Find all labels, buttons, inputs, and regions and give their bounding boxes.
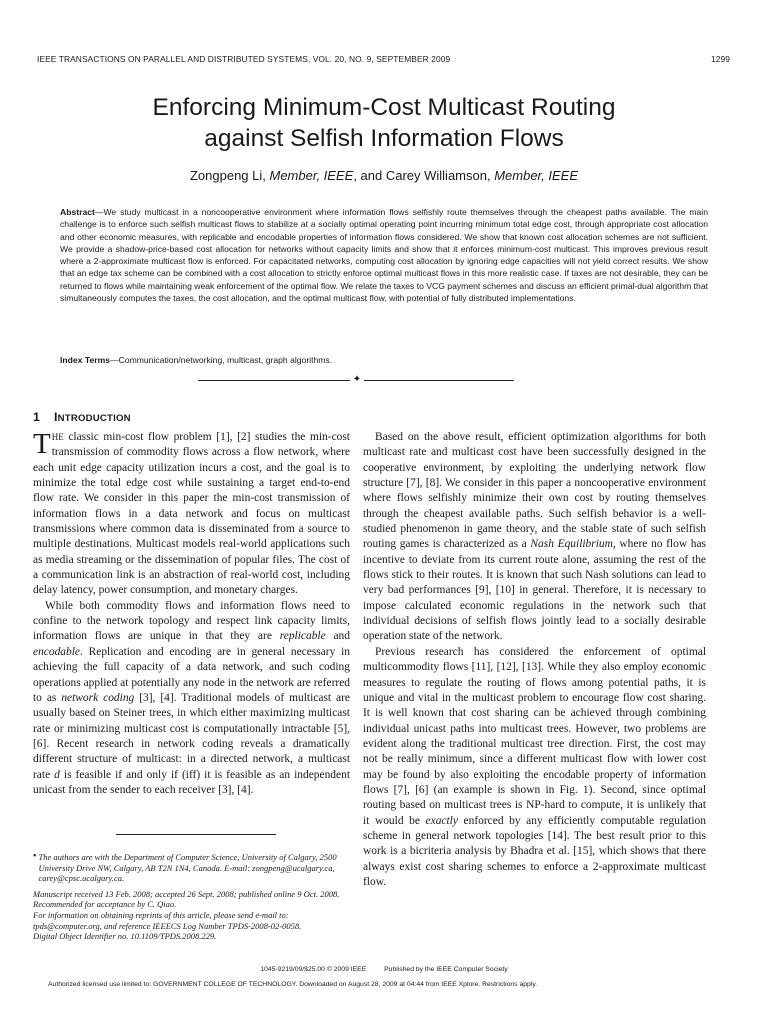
- doi: Digital Object Identifier no. 10.1109/TPDS.2008.229.: [33, 931, 217, 942]
- paragraph-text: , where no flow has incentive to deviate from its current route alone, assuming the rest of the flows stick to their routes. It is known that such Nash solutions can lead to very bad performances [9], [10] in general. Therefore, it is necessary to impose calculated economic regulations in the network such that individual decisions of selfish flows jointly lead to a socially desirable operation state of the network.: [363, 538, 706, 643]
- index-terms-label: Index Terms: [60, 355, 110, 365]
- author-2-role: Member, IEEE: [494, 168, 579, 183]
- section-title-rest: NTRODUCTION: [57, 413, 131, 424]
- title-line-2: against Selfish Information Flows: [204, 125, 564, 152]
- paragraph-text: is feasible if and only if (iff) it is feasible as an independent unicast from the sender to each receiver [3], [4].: [33, 768, 350, 796]
- affiliation-text: The authors are with the Department of Computer Science, University of Calgary, 2500 University Drive NW, Calgary, AB T2N 1N4, Canada. E-mail: zongpeng@ucalgary.ca, carey@cpsc.ucalgary.ca.: [38, 852, 337, 884]
- emphasis: encodable: [33, 645, 81, 658]
- emphasis: exactly: [425, 814, 458, 827]
- author-line: [0, 168, 768, 183]
- section-heading: [33, 410, 131, 424]
- emphasis: replicable: [279, 630, 326, 643]
- paragraph-text: While both commodity flows and information flows need to confine to the network topology and respect link capacity limits, information flows are unique in that they are: [33, 599, 350, 643]
- copyright-footer: [0, 966, 768, 973]
- footnotes: [33, 852, 351, 942]
- index-terms-text: —Communication/networking, multicast, graph algorithms.: [110, 355, 333, 365]
- emphasis: Nash Equilibrium: [530, 538, 613, 551]
- paragraph: [363, 430, 706, 645]
- paragraph-text: . Replication and encoding are in general necessary in achieving the full capacity of a data network, and such coding operations applied at potentially any node in the network are referred to as: [33, 645, 350, 704]
- drop-cap-rest: HE: [51, 432, 64, 442]
- manuscript-dates: Manuscript received 13 Feb. 2008; accepted 26 Sept. 2008; published online 9 Oct. 2008.: [33, 888, 340, 899]
- left-column: [33, 430, 350, 798]
- emphasis: network coding: [61, 691, 135, 704]
- bullet-icon: •: [33, 851, 37, 862]
- paragraph-text: Previous research has considered the enforcement of optimal multicommodity flows [11], [12], [13]. While they also employ economic measures to regulate the routing of flows among potential paths, it is unique and vital in the multicast problem to encourage flow cost sharing. It is well known that cost sharing can be achieved through combining individual unicast paths into multicast trees. However, two problems are evident along the traditional multicast tree direction. First, the cost may not be really minimum, since a different multicast flow with lower cost may be found by also exploiting the encodable property of information flows [7], [6] (an example is shown in Fig. 1). Second, since optimal routing based on multicast trees is NP-hard to compute, it is unlikely that it would be: [363, 645, 706, 827]
- title-line-1: Enforcing Minimum-Cost Multicast Routing: [152, 94, 616, 121]
- paragraph-text: classic min-cost flow problem [1], [2] studies the min-cost transmission of commodity flows across a flow network, where each unit edge capacity utilization incurs a cost, and the goal is to minimize the total edge cost while sustaining a target end-to-end flow rate. We consider in this paper the min-cost transmission of information flows in a data network and focus on multicast transmissions where common data is disseminated from a source to multiple destinations. Multicast models real-world applications such as media streaming or the dissemination of popular files. The cost of a communication link is an abstraction of real-world cost, including delay latency, power consumption, and monetary charges.: [33, 431, 350, 597]
- paragraph-text: enforced by any efficiently computable regulation scheme in general network topologies [14]. The best result prior to this work is a bicriteria analysis by Bhadra et al. [15], which shows that there always exist cost sharing schemes to enforce a 2-approximate multicast flow.: [363, 814, 706, 888]
- paragraph-text: [3], [4]. Traditional models of multicast are usually based on Steiner trees, in which either maximizing multicast rate or minimizing multicast cost is computationally intractable [5], [6]. Recent research in network coding reveals a dramatically different structure of multicast: in a directed network, a multicast rate: [33, 691, 350, 781]
- abstract-text: —We study multicast in a noncooperative environment where information flows selfishly route themselves through the cheapest paths available. The main challenge is to enforce such selfish multicast flows to stabilize at a socially optimal operating point incurring minimum total edge cost, through appropriate cost allocation and other economic measures, with replicable and encodable properties of information flows considered. We show that known cost allocation schemes are not sufficient. We provide a shadow-price-based cost allocation for networks without capacity limits and show that it enforces minimum-cost multicast. This improves previous result where a 2-approximate multicast flow is enforced. For capacitated networks, computing cost allocation by ignoring edge capacities will not yield correct results. We show that an edge tax scheme can be combined with a cost allocation to strictly enforce optimal multicast flows in this more realistic case. If taxes are not desirable, they can be returned to flows while maintaining weak enforcement of the optimal flow. We relate the taxes to VCG payment schemes and discuss an efficient primal-dual algorithm that simultaneously computes the taxes, the cost allocation, and the optimal multicast flow, with potential of fully distributed implementations.: [60, 207, 708, 304]
- paragraph: [33, 599, 350, 798]
- footnote-rule: [116, 834, 276, 835]
- section-title-initial: I: [54, 410, 58, 424]
- author-2: , and Carey Williamson,: [353, 168, 495, 183]
- footnote-affiliation: [33, 852, 351, 884]
- paragraph-text: Based on the above result, efficient optimization algorithms for both multicast rate and multicast cost have been successfully designed in the cooperative environment, by exploiting the underlying network flow structure [7], [8]. We consider in this paper a noncooperative environment where flows selfishly minimize their own cost by routing themselves through the cheapest available paths. Such selfish behavior is a well-studied phenomenon in game theory, and the stable state of such selfish routing games is characterized as a: [363, 431, 706, 551]
- math-variable: d: [54, 768, 60, 781]
- publisher: Published by the IEEE Computer Society: [384, 966, 508, 973]
- reprint-info: For information on obtaining reprints of this article, please send e-mail to: tpds@computer.org, and reference IEEECS Log Number TPDS-2008-02-0058.: [33, 909, 302, 931]
- separator-diamond-icon: ✦: [350, 374, 364, 385]
- journal-header: IEEE TRANSACTIONS ON PARALLEL AND DISTRIBUTED SYSTEMS, VOL. 20, NO. 9, SEPTEMBER 2009: [37, 54, 451, 64]
- paper-title: [0, 92, 768, 154]
- license-notice: Authorized licensed use limited to: GOVERNMENT COLLEGE OF TECHNOLOGY. Downloaded on August 28, 2009 at 04:44 from IEEE Xplore. Restrictions apply.: [48, 981, 538, 988]
- paragraph-text: and: [325, 630, 350, 643]
- abstract-label: Abstract: [60, 207, 95, 217]
- running-header: [37, 54, 730, 64]
- author-1: Zongpeng Li,: [189, 168, 270, 183]
- issn-copyright: 1045-9219/09/$25.00 © 2009 IEEE: [260, 966, 367, 973]
- abstract: [60, 206, 708, 304]
- recommended-by: Recommended for acceptance by C. Qiao.: [33, 899, 177, 910]
- paragraph: [33, 430, 350, 599]
- paragraph: [363, 645, 706, 891]
- drop-cap: T: [33, 428, 51, 460]
- page-number: 1299: [710, 54, 730, 64]
- index-terms: [60, 354, 708, 366]
- author-1-role: Member, IEEE: [269, 168, 354, 183]
- section-number: 1: [33, 410, 41, 424]
- right-column: [363, 430, 706, 890]
